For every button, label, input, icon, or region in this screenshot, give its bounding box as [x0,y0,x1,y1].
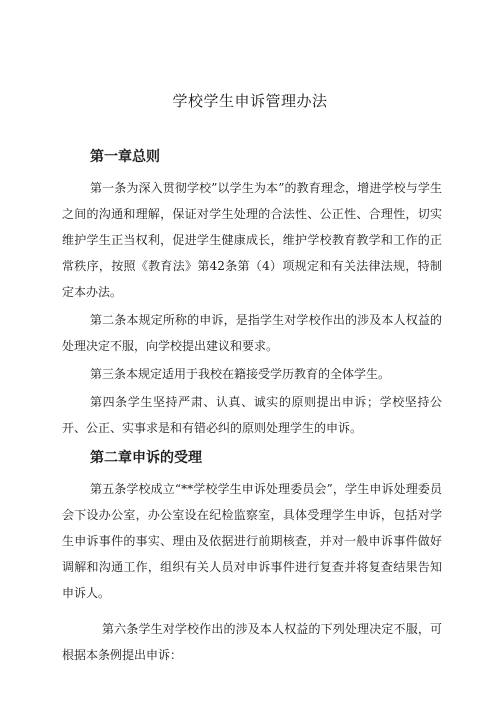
article-4: 第四条学生坚持严肃、认真、诚实的原则提出申诉；学校坚持公开、公正、实事求是和有错必纠的原则处理学生的申诉。 [62,395,442,435]
article-3: 第三条本规定适用于我校在籍接受学历教育的全体学生。 [90,367,391,381]
chapter-1-heading: 第一章总则 [90,149,160,165]
document-body [62,148,442,668]
document-title: 学校学生申诉管理办法 [172,92,328,110]
article-6: 第六条学生对学校作出的涉及本人权益的下列处理决定不服，可根据本条例提出申诉： [62,622,442,662]
chapter-2-heading: 第二章申诉的受理 [90,450,202,466]
article-1: 第一条为深入贯彻学校”以学生为本”的教育理念，增进学校与学生之间的沟通和理解，保证对学生处理的合法性、公正性、合理性，切实维护学生正当权利，促进学生健康成长，维护学校教育教学和工作的正常秩序，按照《教育法》第42条第（4）项规定和有关法律法规，特制定本办法。 [62,181,442,299]
article-5: 第五条学校成立“**学校学生申诉处理委员会”，学生申诉处理委员会下设办公室，办公室设在纪检监察室，具体受理学生申诉，包括对学生申诉事件的事实、理由及依据进行前期核查，并对一般申诉事件做好调解和沟通工作，组织有关人员对申诉事件进行复查并将复查结果告知申诉人。 [62,482,442,600]
article-2: 第二条本规定所称的申诉，是指学生对学校作出的涉及本人权益的处理决定不服，向学校提出建议和要求。 [62,313,442,353]
